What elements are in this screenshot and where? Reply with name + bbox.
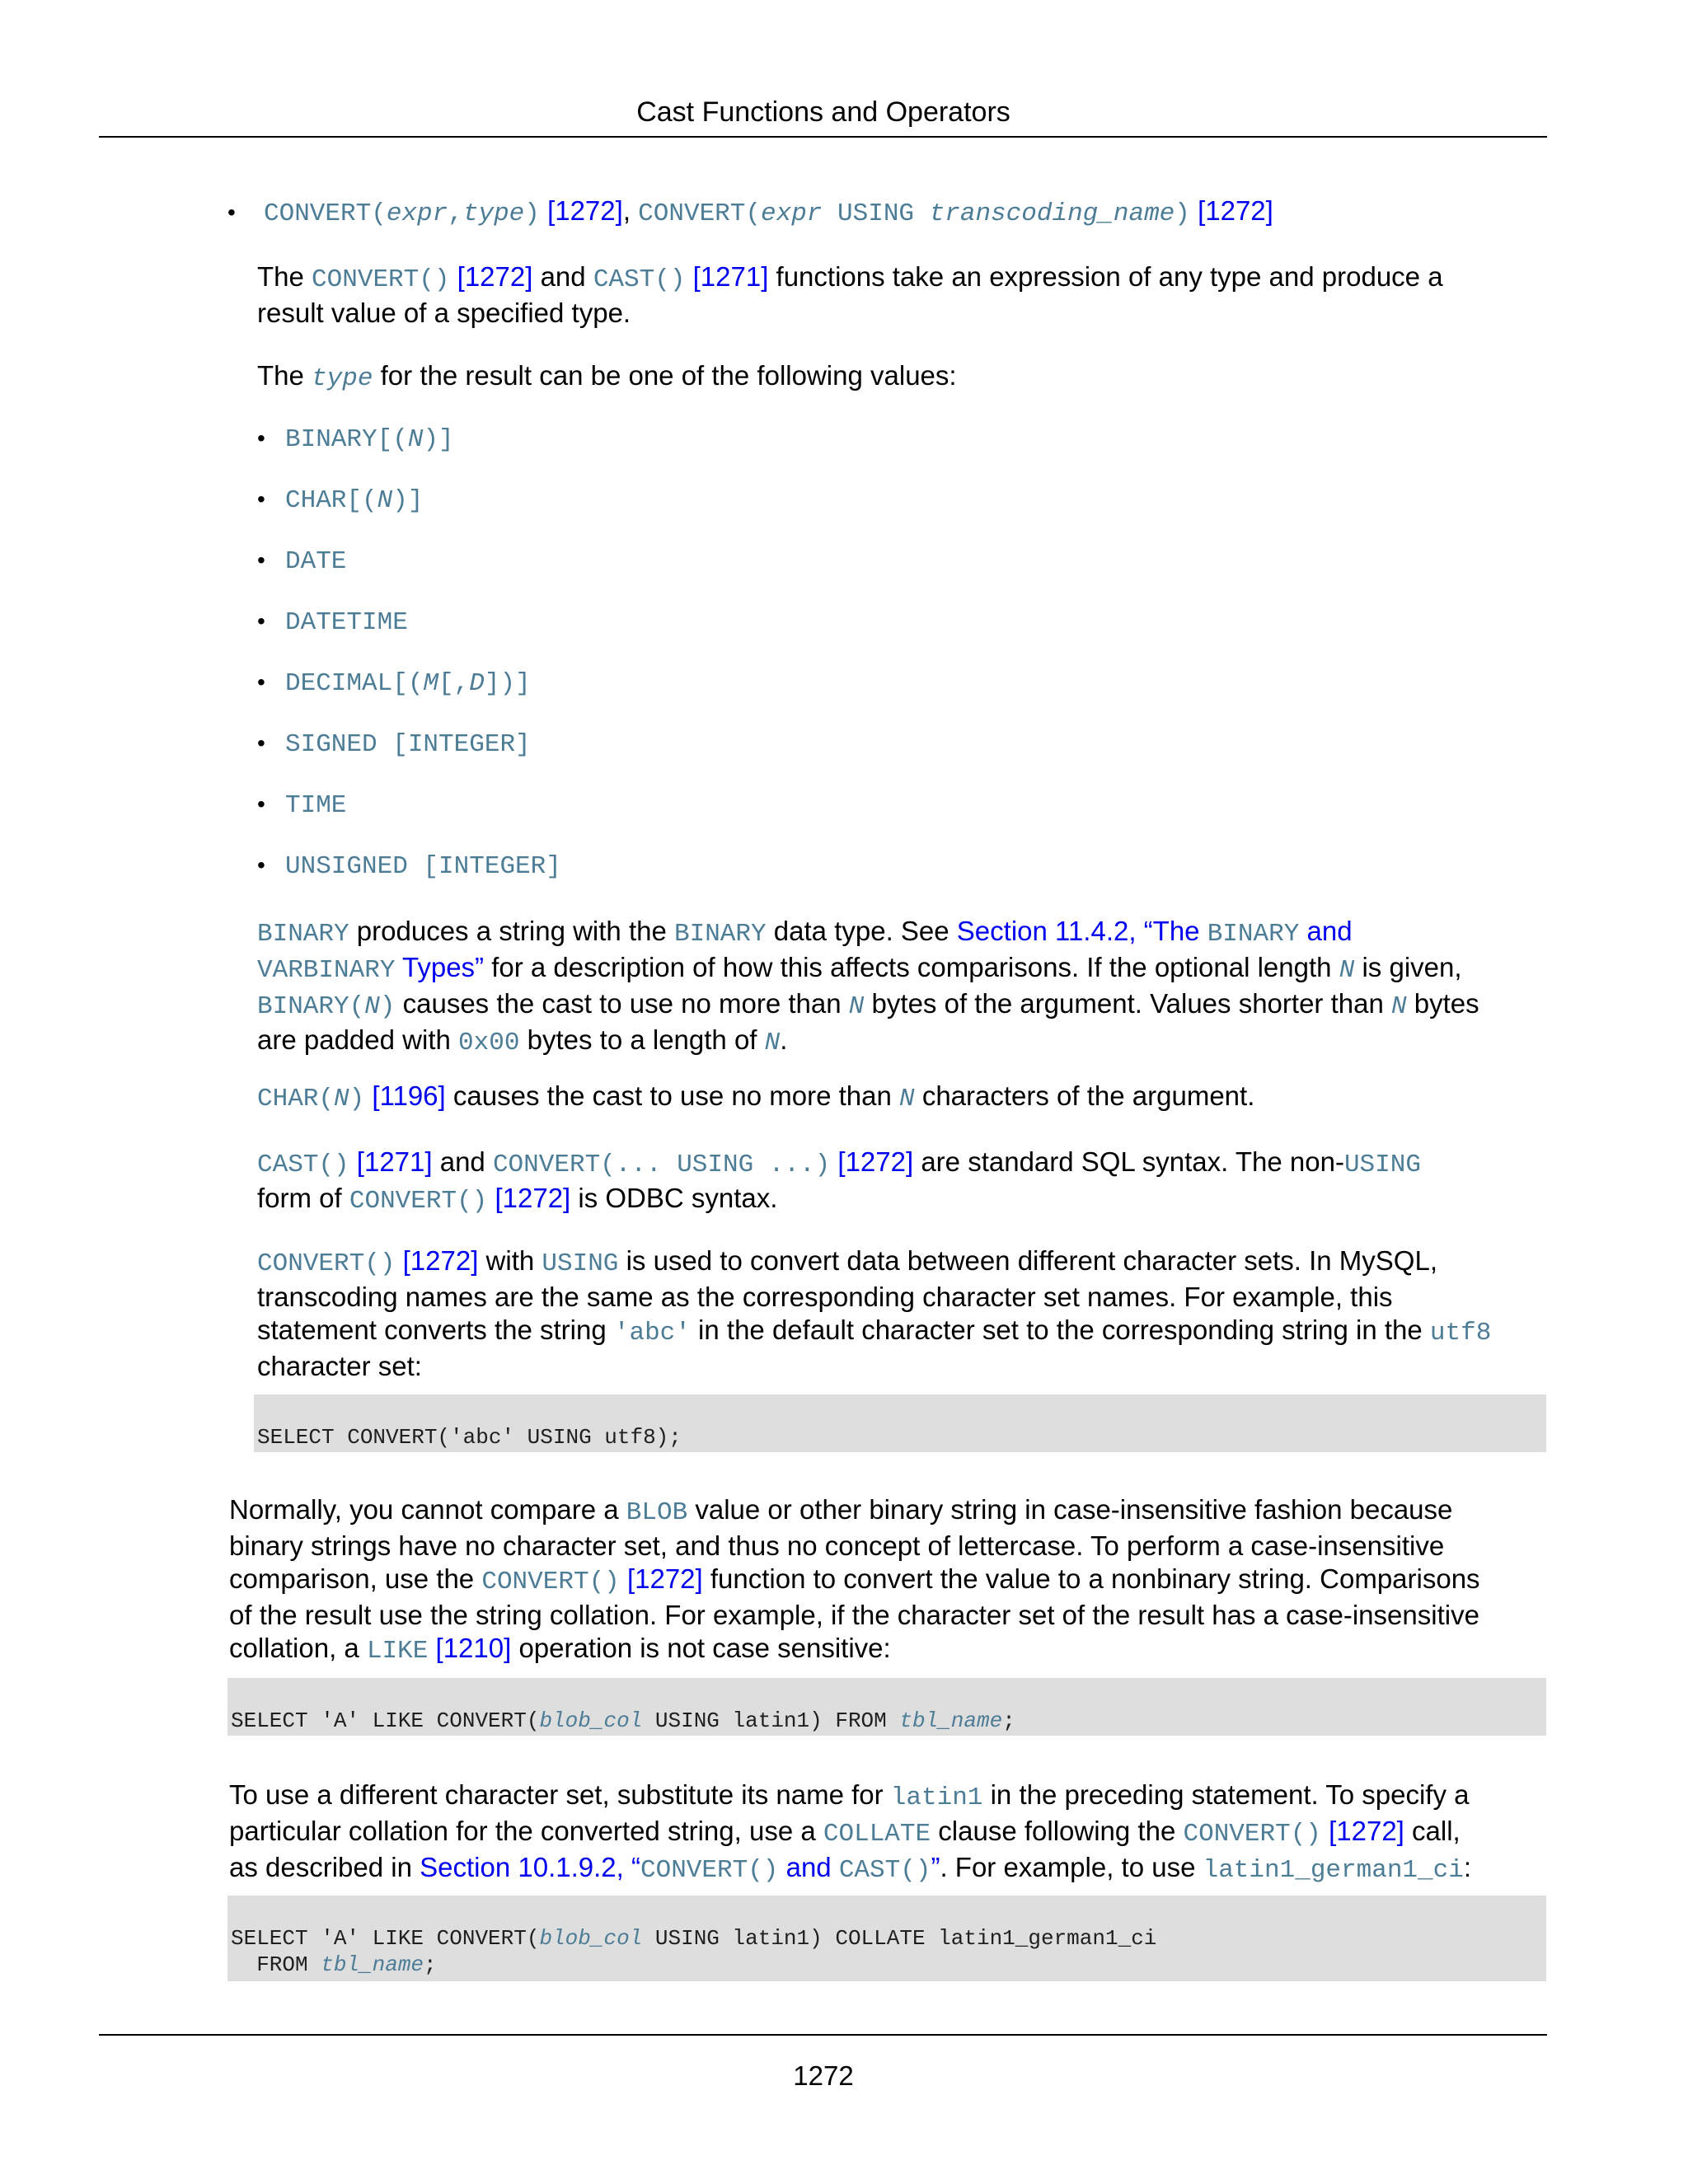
text: To use a different character set, substitute its name for [229, 1779, 891, 1810]
code-abc: 'abc' [613, 1319, 691, 1347]
text: as described in [229, 1852, 420, 1882]
text: statement converts the string [257, 1315, 614, 1345]
bullet: • [257, 669, 265, 695]
section-link-10-1-9-2[interactable] [420, 1852, 940, 1885]
code: )] [423, 425, 454, 454]
type-binary [285, 420, 454, 457]
ref-link-1272[interactable]: [1272] [1198, 195, 1273, 226]
ref-link-1272[interactable]: [1272] [1329, 1816, 1404, 1846]
code-convert: CONVERT() [349, 1187, 488, 1216]
code-paren: ) [524, 199, 540, 228]
code-type: type [312, 364, 373, 393]
code-n: N [364, 992, 380, 1021]
code-blob-col: blob_col [539, 1926, 643, 1951]
code: ) [379, 992, 396, 1021]
link-text: and [1299, 916, 1353, 946]
code-block-collate [227, 1896, 1546, 1981]
code-like: LIKE [366, 1637, 429, 1666]
text: transcoding names are the same as the corresponding character set names. For example, this [257, 1282, 1393, 1312]
link-text: and [778, 1852, 839, 1882]
ref-link-1272[interactable]: [1272] [626, 1563, 703, 1594]
function-signature [264, 194, 1273, 231]
code-binary: BINARY [674, 920, 767, 949]
code-d: D [469, 669, 485, 698]
type-decimal [285, 664, 531, 701]
link-text: Section 11.4.2, “The [956, 916, 1207, 946]
code-cast: CAST() [257, 1151, 349, 1179]
footer-rule [99, 2034, 1547, 2036]
code-n: N [764, 1029, 781, 1057]
text: . [780, 1024, 788, 1055]
ref-link-1271[interactable]: [1271] [692, 261, 769, 292]
code-convert: CONVERT( [264, 199, 387, 228]
code-text: USING latin1) COLLATE latin1_german1_ci [642, 1926, 1157, 1951]
code-convert: CONVERT() [481, 1568, 620, 1596]
link-text: Types” [395, 952, 485, 982]
text: function to convert the value to a nonbinary string. Comparisons [702, 1563, 1480, 1594]
text: character set: [257, 1351, 422, 1381]
code-char: CHAR( [257, 1085, 335, 1113]
code-using: USING [1343, 1151, 1421, 1179]
code: TIME [285, 791, 347, 820]
text: The [257, 261, 312, 292]
ref-link-1272[interactable]: [1272] [837, 1146, 914, 1177]
text: comparison, use the [229, 1563, 482, 1594]
code-latin1: latin1 [890, 1783, 983, 1812]
code-blob: BLOB [626, 1498, 688, 1527]
bullet: • [257, 547, 265, 573]
link-code: BINARY [1207, 920, 1300, 949]
link-code: VARBINARY [257, 956, 396, 985]
code-cast: CAST() [593, 265, 686, 294]
text: in the preceding statement. To specify a [982, 1779, 1470, 1810]
code-blob-col: blob_col [539, 1708, 643, 1733]
paragraph-syntax [257, 1146, 1421, 1218]
text: : [1463, 1852, 1472, 1882]
bullet: • [257, 791, 265, 817]
header-rule [99, 136, 1547, 138]
text: form of [257, 1183, 349, 1213]
ref-link-1272[interactable]: [1272] [547, 195, 623, 226]
text: for the result can be one of the following values: [373, 360, 957, 391]
text: bytes [1406, 988, 1479, 1019]
code-collate: COLLATE [823, 1820, 931, 1849]
code-hex: 0x00 [458, 1029, 520, 1057]
text: functions take an expression of any type and produce a [768, 261, 1443, 292]
text: in the default character set to the corresponding string in the [690, 1315, 1430, 1345]
code-tbl-name: tbl_name [321, 1952, 424, 1977]
type-time [285, 786, 346, 823]
text: value or other binary string in case-insensitive fashion because [687, 1494, 1453, 1525]
type-date [285, 542, 346, 579]
code-using: USING [542, 1249, 619, 1278]
code-paren: ) [1175, 199, 1190, 228]
ref-link-1272[interactable]: [1272] [402, 1245, 479, 1276]
text: is ODBC syntax. [570, 1183, 778, 1213]
text: and [532, 261, 593, 292]
code-latin1-german1-ci: latin1_german1_ci [1203, 1856, 1464, 1885]
text: bytes to a length of [519, 1024, 765, 1055]
code-utf8: utf8 [1429, 1319, 1492, 1347]
code: SIGNED [INTEGER] [285, 730, 531, 759]
code-convert: CONVERT() [257, 1249, 396, 1278]
code-block-like [227, 1678, 1546, 1736]
running-header: Cast Functions and Operators [636, 96, 1010, 128]
code-n: N [1339, 956, 1355, 985]
text: data type. See [766, 916, 957, 946]
code: DECIMAL[( [285, 669, 424, 698]
bullet: • [257, 486, 265, 512]
code-n: N [377, 486, 393, 515]
text: call, [1404, 1816, 1461, 1846]
code-n: N [407, 425, 424, 454]
ref-link-1196[interactable]: [1196] [372, 1080, 446, 1111]
page-number: 1272 [793, 2060, 854, 2091]
code-n: N [899, 1085, 915, 1113]
text: for a description of how this affects comparisons. If the optional length [484, 952, 1339, 982]
text: causes the cast to use no more than [445, 1080, 900, 1111]
text: causes the cast to use no more than [395, 988, 849, 1019]
text: operation is not case sensitive: [511, 1633, 891, 1663]
link-code: CAST() [838, 1856, 931, 1885]
bullet: • [257, 730, 265, 756]
bullet: • [257, 608, 265, 634]
text: produces a string with the [349, 916, 674, 946]
code: DATE [285, 547, 347, 576]
code-text: USING latin1) FROM [642, 1708, 900, 1733]
ref-link-1271[interactable]: [1271] [356, 1146, 433, 1177]
code-text: FROM [231, 1952, 321, 1977]
code-expr: expr [386, 199, 448, 228]
text: The [257, 360, 312, 391]
text: of the result use the string collation. For example, if the character set of the result has a case-insensitive [229, 1600, 1479, 1630]
code: DATETIME [285, 608, 408, 637]
code-binary: BINARY [257, 920, 349, 949]
paragraph-binary [257, 915, 1479, 1060]
code-n: N [334, 1085, 349, 1113]
type-signed [285, 725, 531, 762]
type-char [285, 481, 423, 518]
code-m: M [423, 669, 439, 698]
code-comma: , [448, 199, 463, 228]
link-text: ” [931, 1852, 940, 1882]
paragraph-char [257, 1080, 1254, 1116]
text: Normally, you cannot compare a [229, 1494, 626, 1525]
separator: , [622, 195, 631, 226]
text: are standard SQL syntax. The non- [913, 1146, 1344, 1177]
text: bytes of the argument. Values shorter than [864, 988, 1391, 1019]
text: particular collation for the converted string, use a [229, 1816, 823, 1846]
paragraph-collate [229, 1779, 1471, 1887]
code-convert: CONVERT() [312, 265, 450, 294]
text: clause following the [931, 1816, 1184, 1846]
bullet: • [257, 425, 265, 451]
paragraph-transcoding [257, 1244, 1491, 1383]
code-expr: expr [760, 199, 823, 228]
code-transcoding-name: transcoding_name [929, 199, 1175, 228]
text: is given, [1354, 952, 1462, 982]
code-type: type [462, 199, 525, 228]
ref-link-1272[interactable]: [1272] [495, 1183, 571, 1213]
text: are padded with [257, 1024, 459, 1055]
text: with [478, 1245, 542, 1276]
code: BINARY[( [285, 425, 408, 454]
text: . For example, to use [940, 1852, 1203, 1882]
code: CHAR[( [285, 486, 377, 515]
link-code: CONVERT() [640, 1856, 779, 1885]
paragraph-type-values [257, 359, 957, 396]
code-text: ; [1002, 1708, 1015, 1733]
code-convert-using: CONVERT( [638, 199, 761, 228]
code-text: SELECT 'A' LIKE CONVERT( [231, 1926, 540, 1951]
code-binary-n: BINARY( [257, 992, 365, 1021]
type-datetime [285, 603, 408, 640]
code-n: N [1390, 992, 1407, 1021]
text: and [432, 1146, 493, 1177]
ref-link-1272[interactable]: [1272] [457, 261, 533, 292]
code-text: SELECT 'A' LIKE CONVERT( [231, 1708, 540, 1733]
text: collation, a [229, 1633, 367, 1663]
code: UNSIGNED [INTEGER] [285, 852, 561, 881]
code-line: SELECT CONVERT('abc' USING utf8); [257, 1425, 682, 1450]
code-text: ; [424, 1952, 437, 1977]
code-n: N [848, 992, 865, 1021]
ref-link-1210[interactable]: [1210] [435, 1633, 512, 1663]
code: )] [392, 486, 424, 515]
text: is used to convert data between different character sets. In MySQL, [618, 1245, 1437, 1276]
bullet-signature: • [227, 199, 236, 225]
text: binary strings have no character set, and thus no concept of lettercase. To perform a case-insensitive [229, 1530, 1445, 1561]
bullet: • [257, 852, 265, 878]
code-using: USING [822, 199, 930, 228]
text: characters of the argument. [914, 1080, 1255, 1111]
text: result value of a specified type. [257, 298, 631, 328]
code-convert-using: CONVERT(... USING ...) [492, 1151, 831, 1179]
code: [, [438, 669, 470, 698]
code: ])] [484, 669, 531, 698]
code-tbl-name: tbl_name [899, 1708, 1003, 1733]
code: ) [349, 1085, 365, 1113]
paragraph-intro [257, 260, 1443, 330]
paragraph-blob [229, 1493, 1480, 1668]
link-text: Section 10.1.9.2, “ [420, 1852, 640, 1882]
code-block-convert [254, 1394, 1546, 1452]
code-convert: CONVERT() [1183, 1820, 1321, 1849]
type-unsigned [285, 847, 561, 883]
